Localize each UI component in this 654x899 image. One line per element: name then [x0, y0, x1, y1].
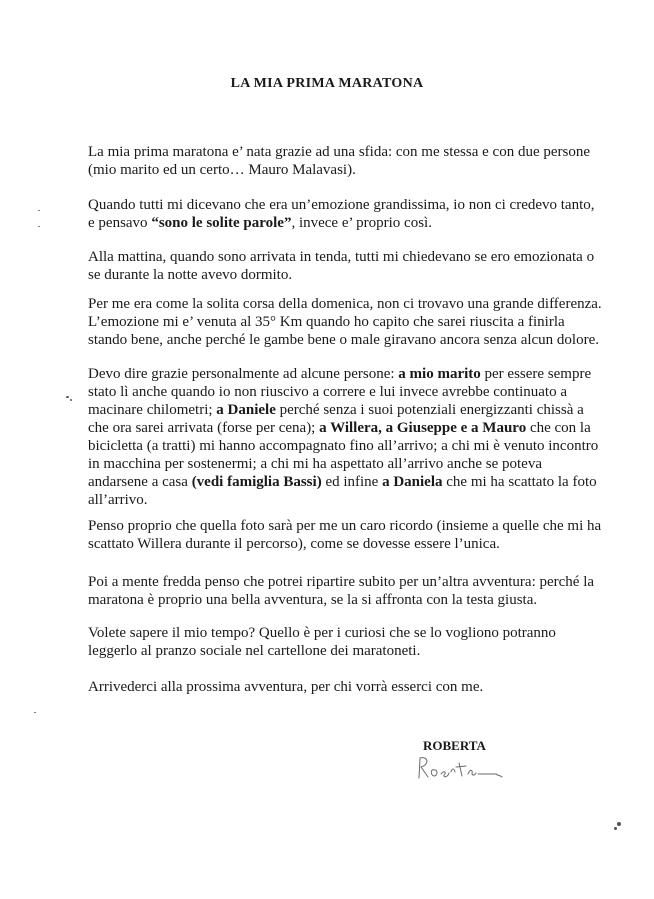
text-line [88, 678, 608, 696]
text-line [88, 535, 608, 553]
text-line [88, 196, 608, 214]
text-run: Poi a mente fredda penso che potrei ripartire subito per un’altra avventura: perché la [88, 574, 595, 590]
text-run: scattato Willera durante il percorso), come se dovesse essere l’unica. [88, 536, 500, 552]
text-run: all’arrivo. [88, 492, 148, 508]
bold-text: a Willera, a Giuseppe e a Mauro [319, 420, 527, 436]
text-run: Devo dire grazie personalmente ad alcune persone: [88, 366, 399, 382]
signature-name: ROBERTA [423, 738, 486, 753]
text-line [88, 591, 608, 609]
text-line [88, 491, 608, 509]
text-line [88, 473, 608, 491]
text-run: Penso proprio che quella foto sarà per me un caro ricordo (insieme a quelle che mi ha [88, 518, 602, 534]
text-line [88, 214, 608, 232]
text-line [88, 517, 608, 535]
text-line [88, 624, 608, 642]
text-run: che con la [526, 420, 591, 436]
bold-text: a Daniele [216, 402, 276, 418]
text-run: e pensavo [88, 215, 152, 231]
bold-text: (vedi famiglia Bassi) [191, 474, 322, 490]
text-line [88, 455, 608, 473]
text-line [88, 295, 608, 313]
text-run: in macchina per sostenermi; a chi mi ha aspettato all’arrivo anche se poteva [88, 456, 542, 472]
paragraph [88, 624, 608, 660]
bold-text: a Daniela [382, 474, 443, 490]
document-title: LA MIA PRIMA MARATONA [230, 76, 424, 91]
text-run: se durante la notte avevo dormito. [88, 267, 293, 283]
text-run: stato lì anche quando io non riuscivo a correre e lui invece avrebbe continuato a [88, 384, 567, 400]
paragraph [88, 678, 608, 696]
text-line [88, 161, 608, 179]
bold-text: a mio marito [398, 366, 481, 382]
text-run: stando bene, anche perché le gambe bene o male giravano ancora senza alcun dolore. [88, 332, 600, 348]
text-run: La mia prima maratona e’ nata grazie ad una sfida: con me stessa e con due persone [88, 144, 591, 160]
text-run: Per me era come la solita corsa della domenica, non ci trovavo una grande differenza. [88, 296, 602, 312]
text-run: che ora sarei arrivata (forse per cena); [88, 420, 320, 436]
bold-text: “sono le solite parole” [151, 215, 292, 231]
text-line [88, 383, 608, 401]
text-line [88, 365, 608, 383]
paragraph [88, 295, 608, 349]
text-run: bicicletta (a tratti) mi hanno accompagnato fino all’arrivo; a chi mi è venuto incontro [88, 438, 599, 454]
text-line [88, 313, 608, 331]
text-line [88, 331, 608, 349]
paragraph [88, 573, 608, 609]
text-run: , invece e’ proprio così. [291, 215, 432, 231]
text-run: che mi ha scattato la foto [442, 474, 597, 490]
text-line [88, 248, 608, 266]
text-run: Arrivederci alla prossima avventura, per chi vorrà esserci con me. [88, 679, 484, 695]
text-line [88, 642, 608, 660]
paragraph [88, 517, 608, 553]
text-run: andarsene a casa [88, 474, 192, 490]
text-run: macinare chilometri; [88, 402, 217, 418]
text-run: per essere sempre [480, 366, 592, 382]
text-run: Alla mattina, quando sono arrivata in tenda, tutti mi chiedevano se ero emozionata o [88, 249, 595, 265]
paragraph [88, 365, 608, 509]
text-run: perché senza i suoi potenziali energizzanti chissà a [275, 402, 584, 418]
text-line [88, 437, 608, 455]
text-run: (mio marito ed un certo… Mauro Malavasi). [88, 162, 356, 178]
text-run: ed infine [321, 474, 383, 490]
text-line [88, 266, 608, 284]
text-line [88, 143, 608, 161]
paragraph [88, 143, 608, 179]
text-run: Volete sapere il mio tempo? Quello è per i curiosi che se lo vogliono potranno [88, 625, 556, 641]
text-run: leggerlo al pranzo sociale nel cartellone dei maratoneti. [88, 643, 421, 659]
text-run: maratona è proprio una bella avventura, se la si affronta con la testa giusta. [88, 592, 538, 608]
text-run: Quando tutti mi dicevano che era un’emozione grandissima, io non ci credevo tanto, [88, 197, 595, 213]
text-line [88, 401, 608, 419]
text-run: L’emozione mi e’ venuta al 35° Km quando ho capito che sarei riuscita a finirla [88, 314, 565, 330]
text-line [88, 419, 608, 437]
handwritten-signature [410, 748, 510, 784]
paragraph [88, 196, 608, 232]
paragraph [88, 248, 608, 284]
text-line [88, 573, 608, 591]
